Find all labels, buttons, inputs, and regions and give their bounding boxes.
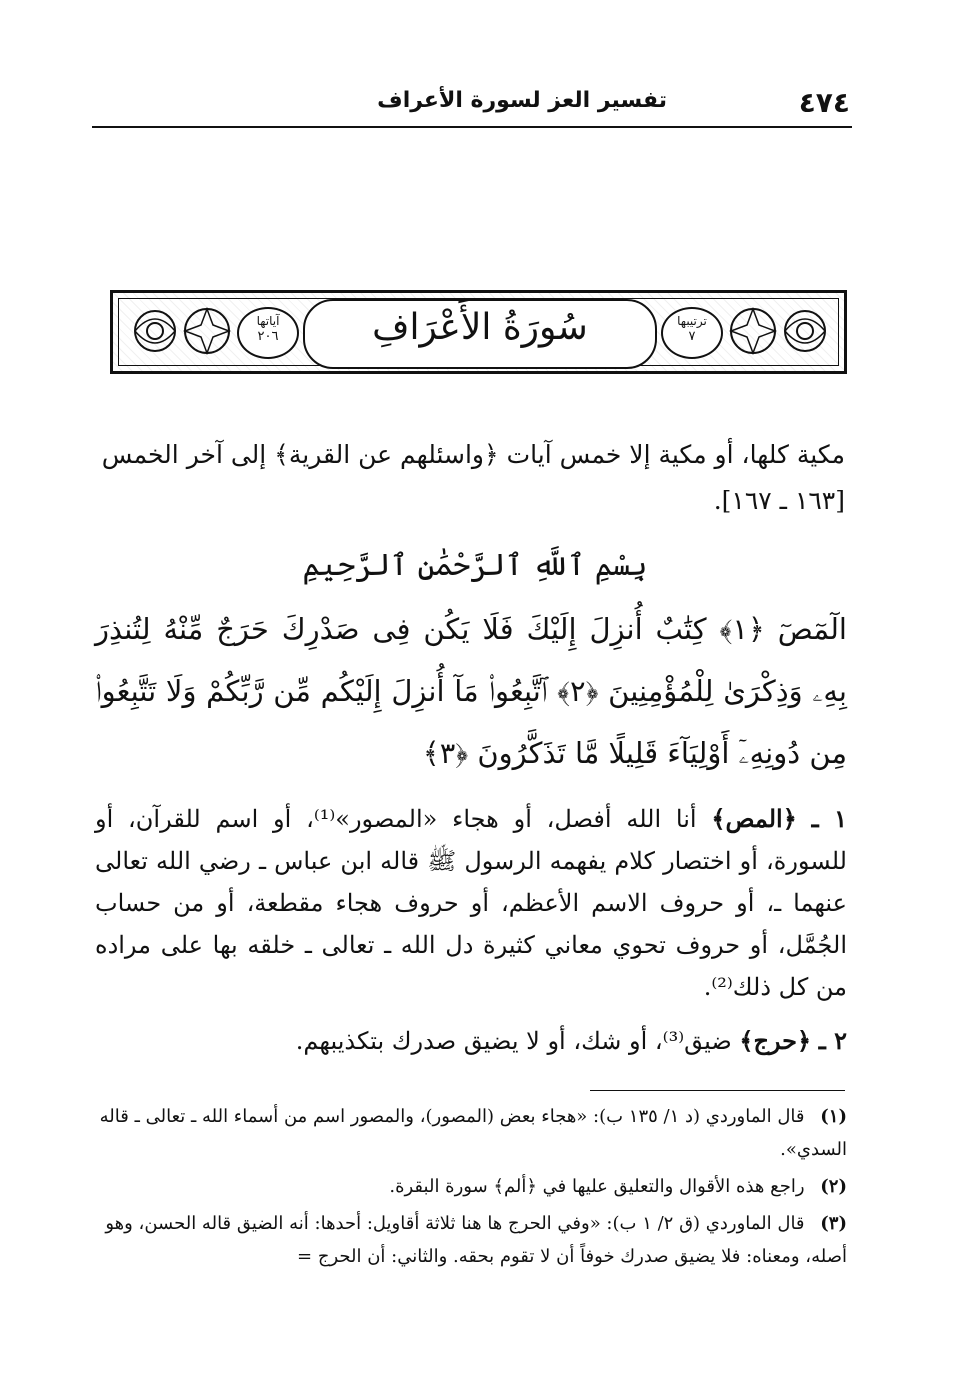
- right-outer-ornament-icon: [777, 303, 833, 359]
- surah-introduction: مكية كلها، أو مكية إلا خمس آيات ﴿واسئلهم عن القرية﴾ إلى آخر الخمس [١٦٣ ـ ١٦٧].: [101, 440, 845, 515]
- page-number: ٤٧٤: [798, 86, 850, 119]
- quran-verses: الٓمٓصٓ ﴿١﴾ كِتَٰبٌ أُنزِلَ إِلَيْكَ فَلَا يَكُن فِى صَدْرِكَ حَرَجٌ مِّنْهُ لِتُنذِرَ بِهِۦ وَذِكْرَىٰ لِلْمُؤْمِنِينَ ﴿٢﴾ ٱتَّبِعُوا۟ مَآ أُنزِلَ إِلَيْكُم مِّن رَّبِّكُمْ وَلَا تَتَّبِعُوا۟ مِن دُونِهِۦٓ أَوْلِيَآءَ قَلِيلًا مَّا تَذَكَّرُونَ ﴿٣﴾: [95, 612, 847, 770]
- verse-count-number: ٢٠٦: [257, 329, 279, 344]
- surah-name: سُورَةُ الأَعْرَافِ: [372, 307, 588, 348]
- footnote-marker: (١): [820, 1106, 847, 1127]
- quoted-term: ﴿المص﴾: [711, 804, 797, 833]
- footnote-marker: (٣): [820, 1213, 847, 1234]
- quoted-term: ﴿حرج﴾: [739, 1026, 812, 1055]
- verse-count-label: آياتها: [256, 314, 280, 328]
- page-header: [92, 78, 852, 128]
- surah-banner: [110, 290, 847, 374]
- commentary-item-2: [95, 1020, 847, 1062]
- surah-order-medallion: [661, 307, 723, 359]
- surah-order-number: ٧: [688, 329, 696, 344]
- commentary-text: ضيق⁽³⁾، أو شك، أو لا يضيق صدرك بتكذيبهم.: [295, 1027, 732, 1055]
- left-outer-ornament-icon: [127, 303, 183, 359]
- item-number: ١ ـ: [811, 804, 847, 833]
- item-number: ٢ ـ: [818, 1026, 847, 1055]
- footnotes: [95, 1100, 847, 1277]
- footnote-text: راجع هذه الأقوال والتعليق عليها في ﴿ألم﴾ سورة البقرة.: [389, 1176, 805, 1197]
- footnote: [95, 1207, 847, 1273]
- footnote: [95, 1100, 847, 1166]
- left-inner-ornament-icon: [179, 303, 235, 359]
- footnote-separator: [590, 1090, 845, 1091]
- right-inner-ornament-icon: [725, 303, 781, 359]
- surah-name-cartouche: [303, 299, 657, 369]
- footnote: [95, 1170, 847, 1203]
- commentary-text: أنا الله أفصل، أو هجاء «المصور»⁽¹⁾، أو اسم للقرآن، أو للسورة، أو اختصار كلام يفهمه الرسول ﷺ قاله ابن عباس ـ رضي الله تعالى عنهما ـ، أو حروف الاسم الأعظم، أو حروف هجاء مقطعة، أو من حساب الجُمَّل، أو حروف تحوي معاني كثيرة دل الله ـ تعالى ـ خلقه بها على مراده من كل ذلك⁽²⁾.: [95, 805, 847, 1001]
- footnote-marker: (٢): [820, 1176, 847, 1197]
- surah-order-label: ترتيبها: [677, 314, 707, 328]
- commentary-item-1: [95, 798, 847, 1008]
- verse-count-medallion: [237, 307, 299, 359]
- basmala: بِسْمِ ٱللَّهِ ٱلرَّحْمَٰنِ ٱلرَّحِيمِ: [302, 548, 648, 583]
- footnote-text: قال الماوردي (ق ٢/ ١ ب): «وفي الحرج ها هنا ثلاثة أقاويل: أحدها: أنه الضيق قاله الحسن، وهو أصله، ومعناه: فلا يضيق صدرك خوفاً أن لا تقوم بحقه. والثاني: أن الحرج =: [105, 1213, 847, 1267]
- running-title: تفسير العز لسورة الأعراف: [377, 88, 667, 113]
- footnote-text: قال الماوردي (د ١/ ١٣٥ ب): «هجاء بعض (المصور)، والمصور اسم من أسماء الله ـ تعالى ـ قاله السدي».: [99, 1106, 847, 1160]
